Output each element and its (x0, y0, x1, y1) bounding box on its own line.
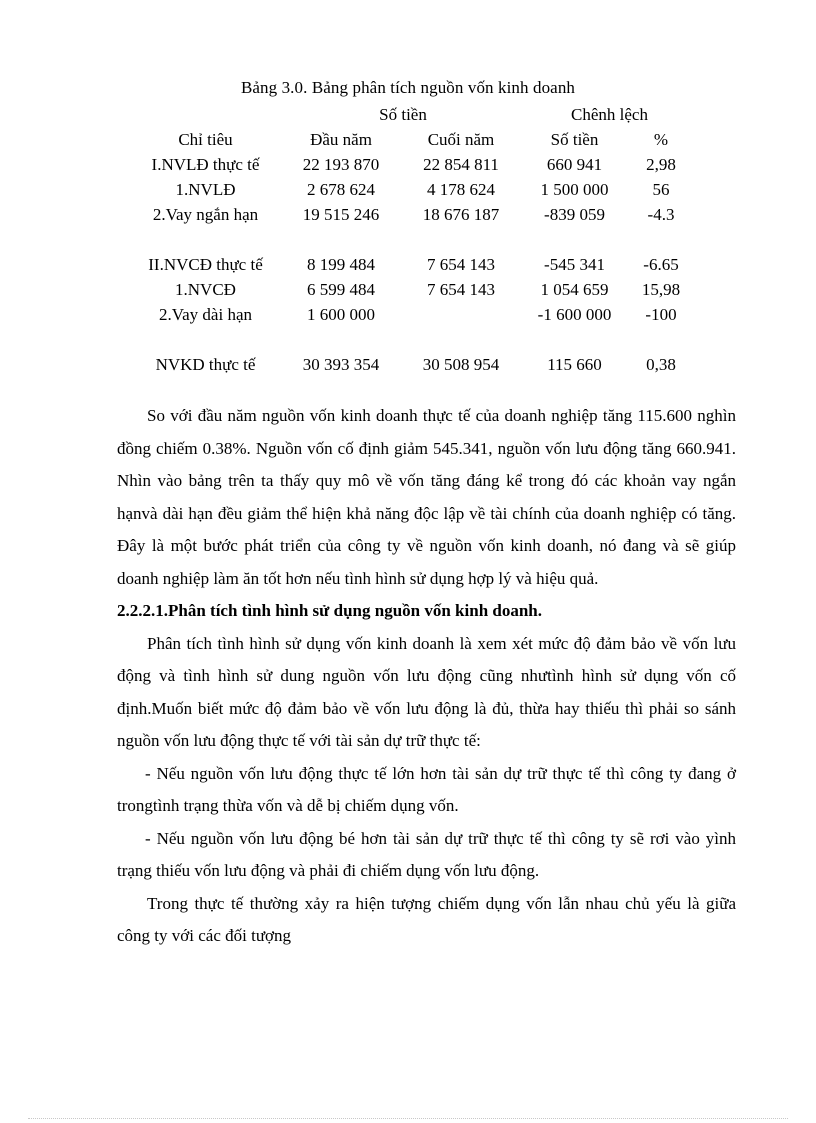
bullet-item: - Nếu nguồn vốn lưu động bé hơn tài sản dự trữ thực tế thì công ty sẽ rơi vào yình trạng thiếu vốn lưu động và phải đi chiếm dụng vốn lưu động. (117, 828, 736, 880)
column-header-chi-tieu: Chỉ tiêu (178, 130, 233, 149)
table-cell: 19 515 246 (302, 205, 380, 224)
table-cell: 30 508 954 (422, 355, 500, 374)
table-spacer-row (128, 327, 696, 352)
table-row (128, 352, 696, 377)
table-cell: 7 654 143 (427, 280, 495, 299)
table-cell: -100 (645, 305, 677, 324)
table-cell: 6 599 484 (307, 280, 375, 299)
table-cell: -4.3 (647, 205, 675, 224)
column-header-percent: % (653, 130, 669, 149)
capital-analysis-table (128, 102, 696, 377)
table-spacer-row (128, 227, 696, 252)
table-cell: 7 654 143 (427, 255, 495, 274)
table-cell: 2 678 624 (307, 180, 375, 199)
table-cell: 1.NVLĐ (175, 180, 236, 199)
table-cell: 2.Vay dài hạn (158, 305, 252, 324)
table-caption (0, 78, 816, 98)
table-cell: NVKD thực tế (155, 355, 256, 374)
column-header-so-tien: Số tiền (550, 130, 599, 149)
table-cell: -6.65 (643, 255, 679, 274)
table-caption-text: Bảng 3.0. Bảng phân tích nguồn vốn kinh doanh (240, 78, 576, 97)
table-cell: -839 059 (544, 205, 605, 224)
table-cell: 115 660 (547, 355, 602, 374)
table-cell: 4 178 624 (427, 180, 495, 199)
paragraph: Trong thực tế thường xảy ra hiện tượng chiếm dụng vốn lẫn nhau chủ yếu là giữa công ty với các đối tượng (117, 893, 736, 945)
page-bottom-divider (28, 1118, 788, 1119)
table-cell: 2,98 (646, 155, 676, 174)
table-cell: 30 393 354 (302, 355, 380, 374)
table-cell: II.NVCĐ thực tế (148, 255, 263, 274)
column-header-dau-nam: Đầu năm (310, 130, 372, 149)
table-header-row (128, 127, 696, 152)
table-cell: 2.Vay ngắn hạn (152, 205, 259, 224)
bullet-item: - Nếu nguồn vốn lưu động thực tế lớn hơn tài sản dự trữ thực tế thì công ty đang ở trongtình trạng thừa vốn và dễ bị chiếm dụng vốn. (117, 763, 736, 815)
table-row (128, 177, 696, 202)
section-heading: 2.2.2.1.Phân tích tình hình sử dụng nguồn vốn kinh doanh. (117, 601, 543, 620)
table-cell: 1 054 659 (540, 280, 609, 299)
table-row (128, 152, 696, 177)
table-row (128, 202, 696, 227)
table-cell: 1.NVCĐ (175, 280, 236, 299)
table-row (128, 252, 696, 277)
table-cell: -1 600 000 (537, 305, 612, 324)
group-header-chenh-lech: Chênh lệch (571, 105, 648, 124)
table-cell: 1 600 000 (307, 305, 375, 324)
table-cell: 660 941 (546, 155, 603, 174)
body-text (117, 400, 736, 953)
table-cell: 1 500 000 (540, 180, 609, 199)
table-cell: 22 193 870 (302, 155, 380, 174)
table-cell: 8 199 484 (307, 255, 375, 274)
table-cell (399, 302, 523, 327)
column-header-cuoi-nam: Cuối năm (427, 130, 495, 149)
table-row (128, 302, 696, 327)
table-cell: 22 854 811 (423, 155, 499, 174)
table-cell: 56 (652, 180, 670, 199)
table-cell: I.NVLĐ thực tế (151, 155, 260, 174)
paragraph: Phân tích tình hình sử dụng vốn kinh doanh là xem xét mức độ đảm bảo về vốn lưu động và tình hình sử dung nguồn vốn lưu động cũng nhưtình hình sử dụng vốn cố định.Muốn biết mức độ đảm bảo về vốn lưu động là đủ, thừa hay thiếu thì phải so sánh nguồn vốn lưu động thực tế với tài sản dự trữ thực tế: (117, 633, 736, 750)
table-cell: 18 676 187 (422, 205, 500, 224)
table-group-header-row (128, 102, 696, 127)
table-cell: -545 341 (544, 255, 605, 274)
table-row (128, 277, 696, 302)
paragraph: So với đầu năm nguồn vốn kinh doanh thực tế của doanh nghiệp tăng 115.600 nghìn đồng chiếm 0.38%. Nguồn vốn cố định giảm 545.341, nguồn vốn lưu động tăng 660.941. Nhìn vào bảng trên ta thấy quy mô về vốn tăng đáng kể trong đó các khoản vay ngắn hạnvà dài hạn đều giảm thể hiện khả năng độc lập về tài chính của doanh nghiệp có tăng. Đây là một bước phát triển của công ty về nguồn vốn kinh doanh, nó đang và sẽ giúp doanh nghiệp làm ăn tốt hơn nếu tình hình sử dụng hợp lý và hiệu quả. (117, 406, 736, 588)
group-header-so-tien: Số tiền (379, 105, 427, 124)
table-cell: 15,98 (641, 280, 681, 299)
table-cell: 0,38 (646, 355, 676, 374)
